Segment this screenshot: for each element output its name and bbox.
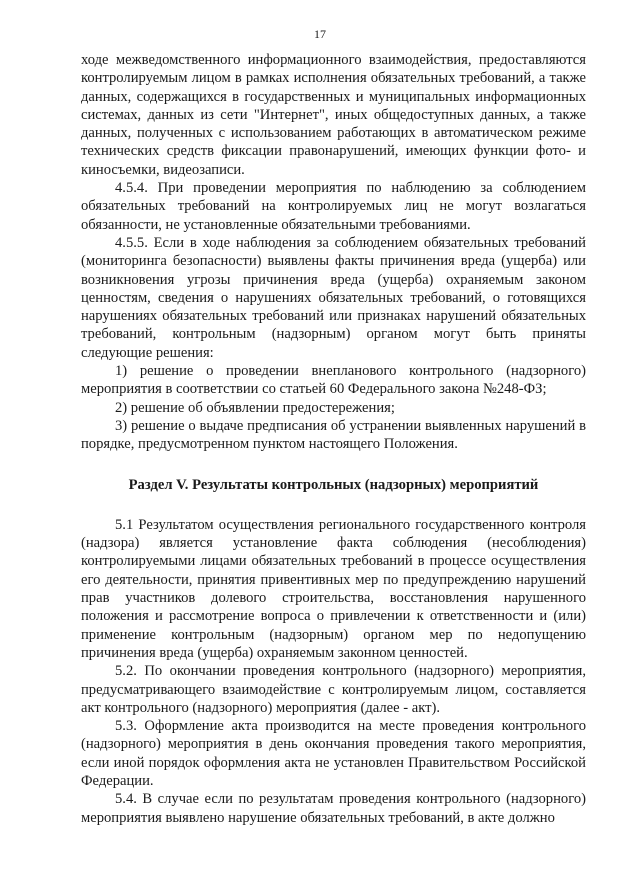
list-item-decision-1: 1) решение о проведении внепланового контрольного (надзорного) мероприятия в соответствии со статьей 60 Федерального закона №248-ФЗ; (81, 363, 586, 398)
paragraph-4-5-4: 4.5.4. При проведении мероприятия по наблюдению за соблюдением обязательных требований на контролируемых лиц не могут возлагаться обязанности, не установленные обязательными требованиями. (81, 180, 586, 233)
paragraph-5-2: 5.2. По окончании проведения контрольного (надзорного) мероприятия, предусматривающего взаимодействие с контролируемым лицом, составляется акт контрольного (надзорного) мероприятия (далее - акт). (81, 663, 586, 716)
paragraph-5-4: 5.4. В случае если по результатам проведения контрольного (надзорного) мероприятия выявлено нарушение обязательных требований, в акте должно (81, 791, 586, 826)
paragraph-continuation: ходе межведомственного информационного взаимодействия, предоставляются контролируемым лицом в рамках исполнения обязательных требований, а также данных, содержащихся в государственных и муниципальных информационных системах, данных из сети "Интернет", иных общедоступных данных, а также данных, полученных с использованием работающих в автоматическом режиме технических средств фиксации правонарушений, имеющих функции фото- и киносъемки, видеозаписи. (81, 52, 586, 178)
list-item-decision-2: 2) решение об объявлении предостережения; (115, 399, 395, 416)
document-body (81, 51, 586, 827)
paragraph-4-5-5: 4.5.5. Если в ходе наблюдения за соблюдением обязательных требований (мониторинга безопасности) выявлены факты причинения вреда (ущерба) или возникновения угрозы причинения вреда (ущерба) охраняемым законом ценностям, сведения о нарушениях обязательных требований, о готовящихся нарушениях обязательных требований или признаках нарушений обязательных требований, контрольным (надзорным) органом могут быть приняты следующие решения: (81, 234, 586, 361)
paragraph-5-1: 5.1 Результатом осуществления регионального государственного контроля (надзора) является установление факта соблюдения (несоблюдения) контролируемыми лицами обязательных требований в процессе осуществления его деятельности, принятия привентивных мер по предупреждению нарушений прав участников долевого строительства, восстановления нарушенного положения и рассмотрение вопроса о привлечении к ответственности и (или) применение контрольным (надзорным) органом мер по недопущению причинения вреда (ущерба) охраняемым законном ценностей. (81, 516, 586, 661)
page-number: 17 (314, 27, 326, 41)
list-item-decision-3: 3) решение о выдаче предписания об устранении выявленных нарушений в порядке, предусмотренном пунктом настоящего Положения. (81, 417, 586, 453)
section-heading: Раздел V. Результаты контрольных (надзорных) мероприятий (128, 476, 539, 493)
paragraph-5-3: 5.3. Оформление акта производится на месте проведения контрольного (надзорного) мероприятия в день окончания проведения такого мероприятия, если иной порядок оформления акта не установлен Правительством Российской Федерации. (81, 718, 586, 789)
